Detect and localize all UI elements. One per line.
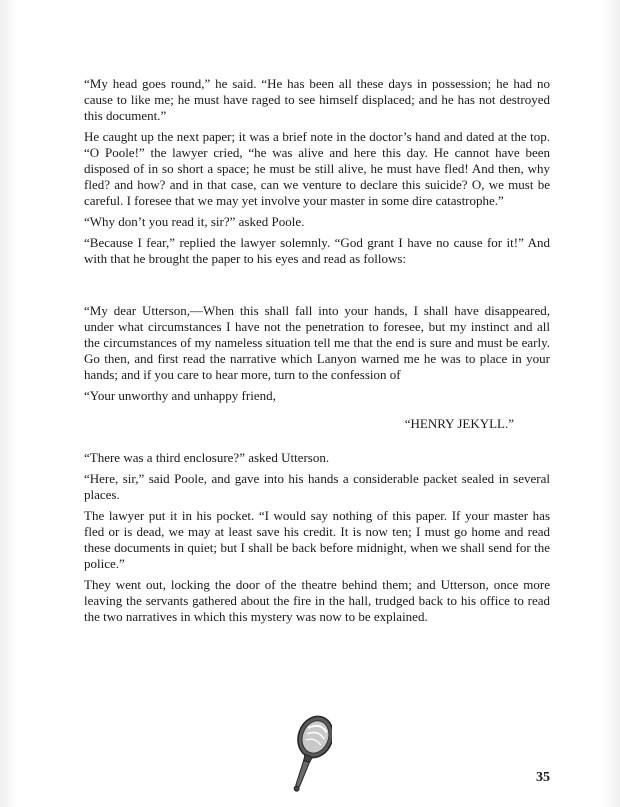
paragraph: The lawyer put it in his pocket. “I would say nothing of this paper. If your master has fled or is dead, we may at least save his credit. It is now ten; I must go home and read these documents in quiet; but I shall be back before midnight, when we shall send for the police.” — [84, 508, 550, 571]
letter-closing: “Your unworthy and unhappy friend, — [84, 388, 276, 403]
paragraph: They went out, locking the door of the theatre behind them; and Utterson, once more leaving the servants gathered about the fire in the hall, trudged back to his office to read the two narratives in which this mystery was now to be explained. — [84, 577, 550, 624]
paragraph: “There was a third enclosure?” asked Utterson. — [84, 450, 330, 465]
page-number: 35 — [536, 770, 550, 785]
page-text — [84, 76, 550, 630]
page-left-edge — [0, 0, 18, 807]
paragraph: “My head goes round,” he said. “He has been all these days in possession; he had no cause to like me; he must have raged to see himself displaced; and he has not destroyed this document.” — [84, 76, 550, 123]
paragraph: “Why don’t you read it, sir?” asked Poole. — [84, 214, 305, 229]
paragraph: “Because I fear,” replied the lawyer solemnly. “God grant I have no cause for it!” And with that he brought the paper to his eyes and read as follows: — [84, 235, 550, 266]
page-right-edge — [602, 0, 620, 807]
letter-signature: “HENRY JEKYLL.” — [404, 416, 514, 431]
paragraph: He caught up the next paper; it was a brief note in the doctor’s hand and dated at the top. “O Poole!” the lawyer cried, “he was alive and here this day. He cannot have been disposed of in so short a space; he must be still alive, he must have fled! And then, why fled? and how? and in that case, can we venture to declare this suicide? O, we must be careful. I foresee that we may yet involve your master in some dire catastrophe.” — [84, 129, 550, 208]
letter-paragraph: “My dear Utterson,—When this shall fall into your hands, I shall have disappeared, under what circumstances I have not the penetration to foresee, but my instinct and all the circumstances of my nameless situation tell me that the end is sure and must be early. Go then, and first read the narrative which Lanyon warned me he was to place in your hands; and if you care to hear more, turn to the confession of — [84, 303, 550, 382]
hand-mirror-icon — [288, 712, 332, 796]
paragraph: “Here, sir,” said Poole, and gave into his hands a considerable packet sealed in several places. — [84, 471, 550, 502]
